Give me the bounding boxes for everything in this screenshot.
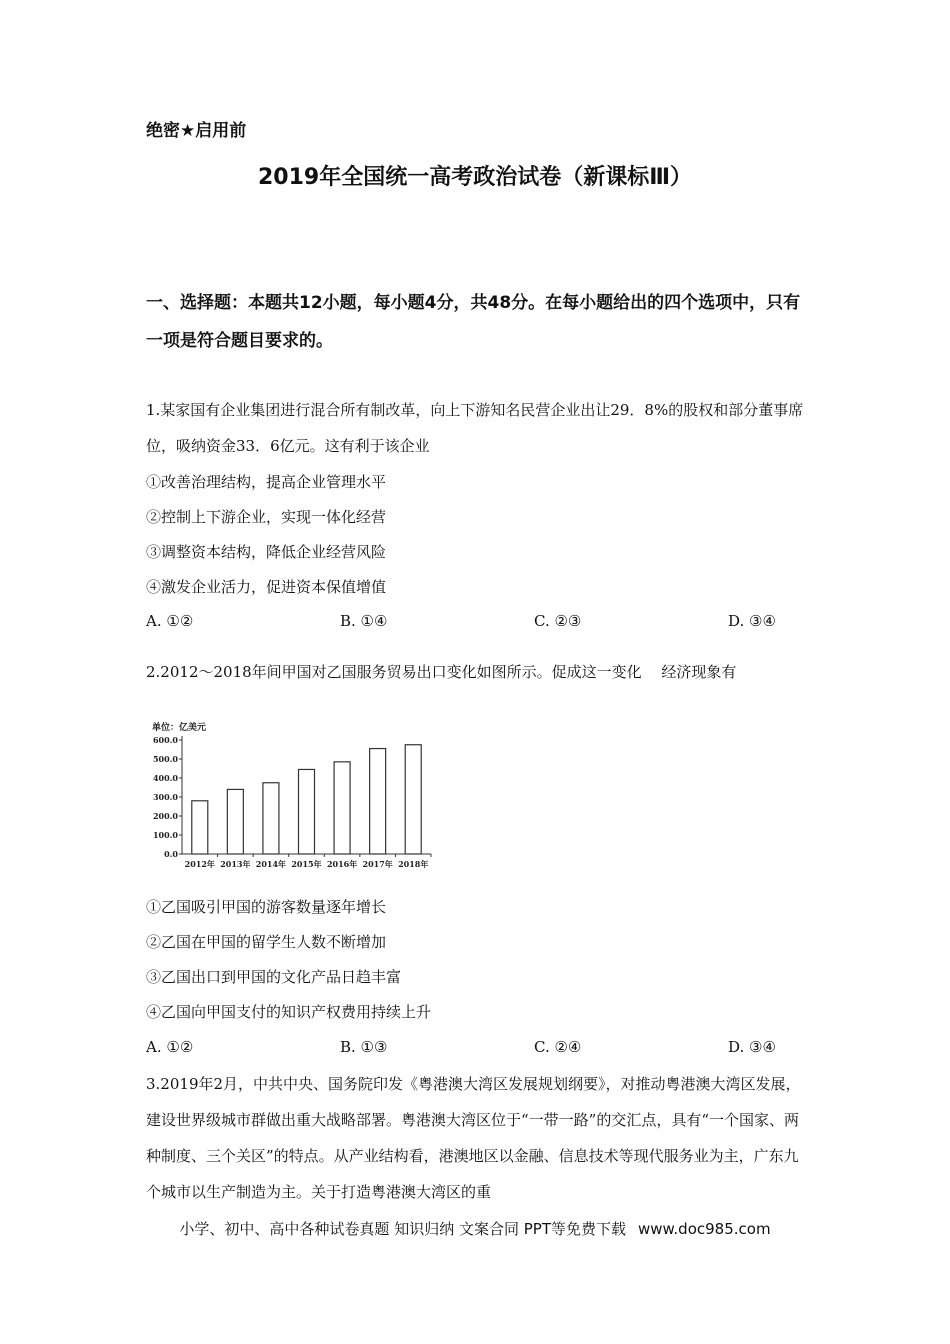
bar-2018年: [405, 745, 421, 854]
x-tick-label: 2013年: [220, 859, 251, 869]
q1-option-c[interactable]: C. ②③: [534, 612, 582, 630]
x-tick-label: 2018年: [398, 859, 429, 869]
footer: [0, 1218, 950, 1239]
bar-2013年: [227, 789, 243, 854]
q1-item-3: ③调整资本结构，降低企业经营风险: [146, 543, 387, 561]
page-title: 2019年全国统一高考政治试卷（新课标Ⅲ）: [257, 165, 693, 190]
q2-item-2: ②乙国在甲国的留学生人数不断增加: [146, 933, 387, 951]
x-tick-label: 2015年: [291, 859, 322, 869]
x-tick-label: 2017年: [362, 859, 393, 869]
q2-item-1: ①乙国吸引甲国的游客数量逐年增长: [146, 898, 387, 916]
bar-2012年: [192, 801, 208, 854]
q2-option-b[interactable]: B. ①③: [340, 1038, 388, 1056]
y-tick-label: 0.0: [164, 849, 178, 859]
x-tick-label: 2016年: [326, 859, 358, 869]
q3-stem: 3.2019年2月，中共中央、国务院印发《粤港澳大湾区发展规划纲要》，对推动粤港澳大湾区发展，建设世界级城市群做出重大战略部署。粤港澳大湾区位于“一带一路”的交汇点，具有“一个国家、两种制度、三个关区”的特点。从产业结构看，港澳地区以金融、信息技术等现代服务业为主，广东九个城市以生产制造为主。关于打造粤港澳大湾区的重: [146, 1075, 801, 1201]
bar-chart: [146, 712, 436, 872]
secret-label: 绝密★启用前: [146, 121, 247, 141]
y-ticks: [153, 735, 182, 859]
q1-option-a[interactable]: A. ①②: [146, 612, 194, 630]
q1-option-b[interactable]: B. ①④: [340, 612, 388, 630]
y-tick-label: 200.0: [152, 811, 178, 821]
bars: [192, 745, 421, 854]
q1-item-1: ①改善治理结构，提高企业管理水平: [146, 473, 387, 491]
bar-2017年: [370, 749, 386, 854]
q2-option-a[interactable]: A. ①②: [146, 1038, 194, 1056]
q2-stem: 2.2012～2018年间甲国对乙国服务贸易出口变化如图所示。促成这一变化 经济现象有: [146, 663, 737, 681]
bar-2014年: [263, 783, 279, 854]
y-tick-label: 500.0: [152, 754, 178, 764]
q1-option-d[interactable]: D. ③④: [728, 612, 776, 630]
q1-item-4: ④激发企业活力，促进资本保值增值: [146, 578, 387, 596]
q2-item-4: ④乙国向甲国支付的知识产权费用持续上升: [146, 1003, 432, 1021]
y-tick-label: 100.0: [152, 830, 178, 840]
y-tick-label: 600.0: [152, 735, 178, 745]
y-tick-label: 300.0: [152, 792, 178, 802]
q1-stem: 1.某家国有企业集团进行混合所有制改革，向上下游知名民营企业出让29．8%的股权和部分董事席位，吸纳资金33．6亿元。这有利于该企业: [146, 401, 804, 455]
q2-item-3: ③乙国出口到甲国的文化产品日趋丰富: [146, 968, 402, 986]
q2-option-c[interactable]: C. ②④: [534, 1038, 582, 1056]
footer-url[interactable]: www.doc985.com: [637, 1220, 771, 1238]
x-tick-label: 2012年: [184, 859, 215, 869]
bar-2015年: [299, 769, 315, 854]
chart-unit-label: 单位：亿美元: [152, 723, 207, 733]
x-labels: [185, 854, 431, 869]
y-tick-label: 400.0: [152, 773, 178, 783]
q2-option-d[interactable]: D. ③④: [728, 1038, 776, 1056]
section-heading: 一、选择题：本题共12小题，每小题4分，共48分。在每小题给出的四个选项中，只有一项是符合题目要求的。: [146, 293, 801, 351]
q1-item-2: ②控制上下游企业，实现一体化经营: [146, 508, 387, 526]
footer-text: 小学、初中、高中各种试卷真题 知识归纳 文案合同 PPT等免费下载: [179, 1220, 626, 1238]
x-tick-label: 2014年: [255, 859, 287, 869]
bar-2016年: [334, 762, 350, 854]
